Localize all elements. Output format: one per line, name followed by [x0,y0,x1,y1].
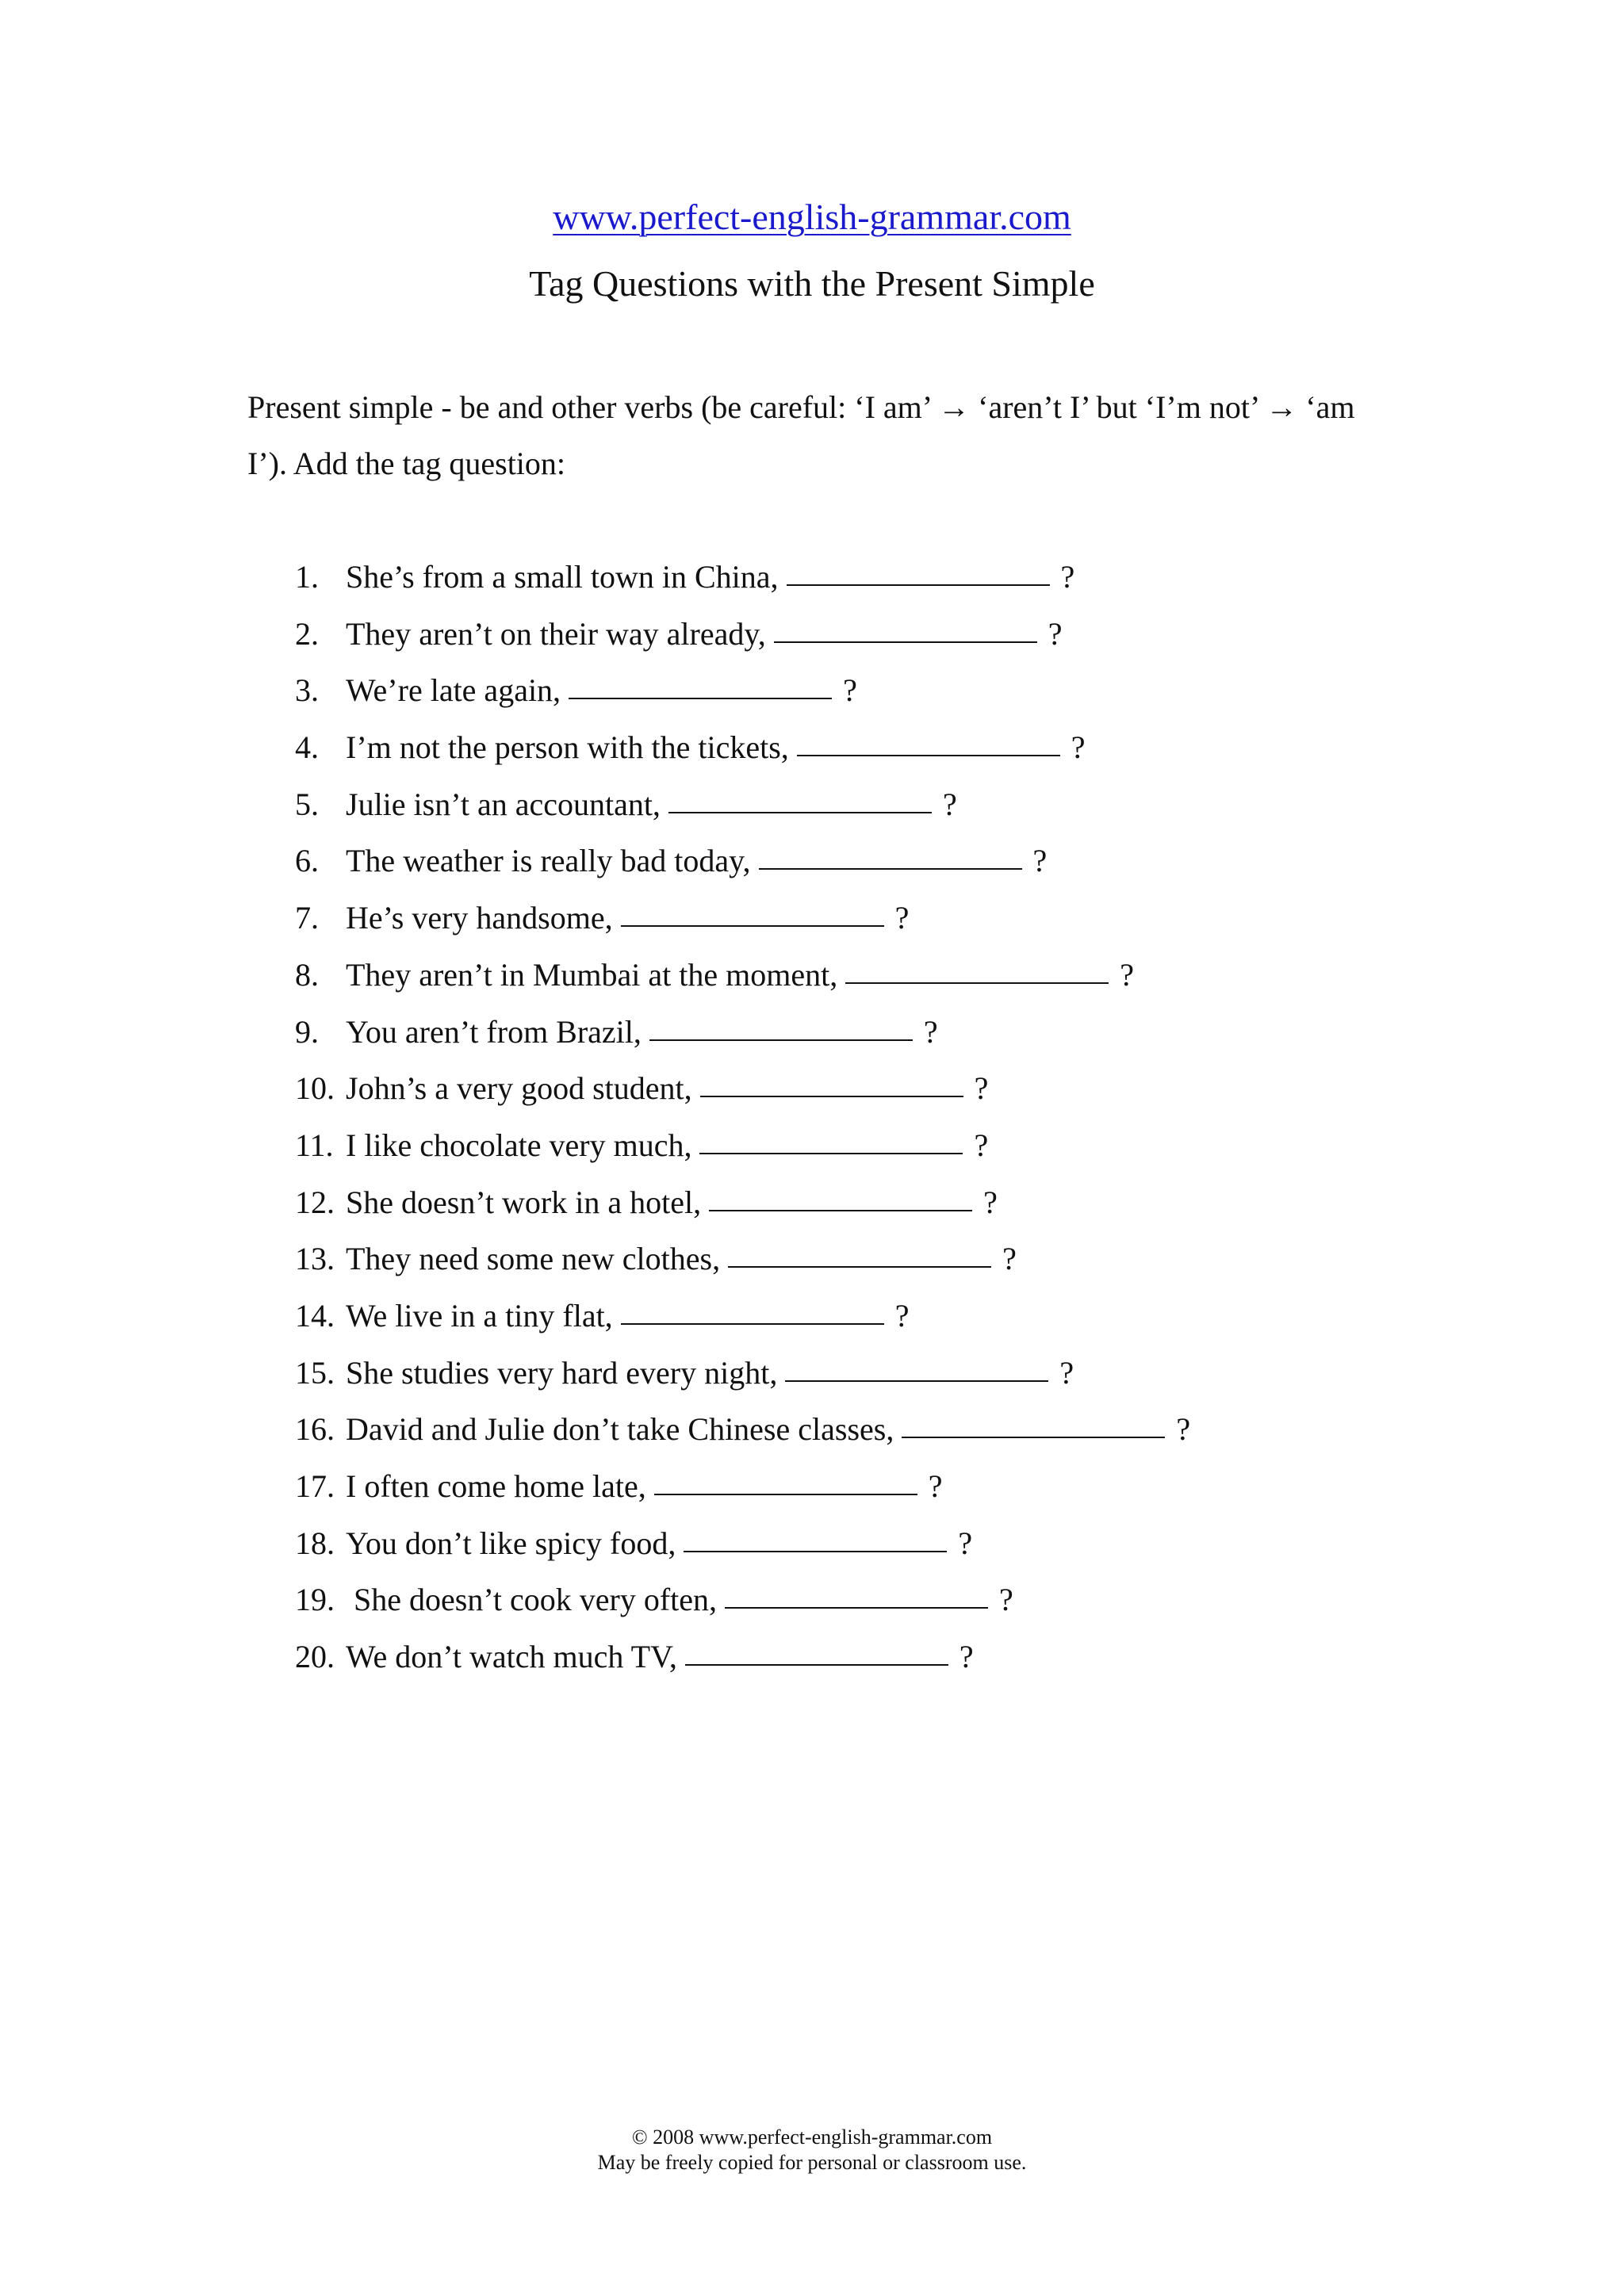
question-mark: ? [1060,559,1075,595]
exercise-item [295,832,1190,890]
question-mark: ? [894,900,910,936]
question-mark: ? [843,672,857,709]
answer-blank[interactable] [774,614,1037,643]
exercise-item [295,719,1190,776]
exercise-item [295,606,1190,663]
exercise-item [295,662,1190,719]
item-sentence: Julie isn’t an accountant, [346,786,661,822]
item-number: 7. [295,900,319,936]
question-mark: ? [942,786,957,822]
answer-blank[interactable] [649,1012,913,1041]
exercise-item [295,1345,1190,1402]
answer-blank[interactable] [668,785,932,813]
answer-blank[interactable] [709,1183,972,1211]
question-mark: ? [958,1525,973,1561]
item-number: 11. [295,1127,334,1163]
item-sentence: I like chocolate very much, [346,1127,692,1163]
item-number: 18. [295,1525,335,1561]
answer-blank[interactable] [684,1524,947,1552]
exercise-item [295,1288,1190,1345]
answer-blank[interactable] [654,1467,917,1495]
copyright-notice: © 2008 www.perfect-english-grammar.com [631,2126,993,2149]
item-number: 19. [295,1582,335,1618]
question-mark: ? [974,1070,989,1107]
site-link[interactable]: www.perfect-english-grammar.com [553,197,1071,237]
answer-blank[interactable] [785,1353,1048,1382]
answer-blank[interactable] [685,1637,948,1666]
answer-blank[interactable] [797,728,1060,756]
question-mark: ? [928,1468,943,1504]
page-footer [0,2125,1624,2175]
question-mark: ? [1176,1411,1191,1448]
exercise-item [295,947,1190,1004]
question-mark: ? [983,1184,998,1220]
exercise-item [295,549,1190,606]
instructions-text: Present simple - be and other verbs (be careful: ‘I am’ → ‘aren’t I’ but ‘I’m not’ → ‘am I’). Add the tag question: [247,389,1355,481]
question-mark: ? [894,1297,910,1334]
item-sentence: She studies very hard every night, [346,1354,778,1391]
item-number: 1. [295,559,319,595]
question-mark: ? [974,1127,989,1163]
item-number: 8. [295,956,319,993]
question-mark: ? [1002,1241,1017,1277]
question-mark: ? [1071,729,1086,766]
exercise-item [295,1004,1190,1061]
item-number: 9. [295,1013,319,1050]
item-number: 12. [295,1184,335,1220]
question-mark: ? [1048,615,1063,652]
item-sentence: We’re late again, [346,672,561,709]
item-number: 6. [295,843,319,879]
item-sentence: We don’t watch much TV, [346,1639,677,1675]
item-sentence: They need some new clothes, [346,1241,721,1277]
usage-notice: May be freely copied for personal or classroom use. [597,2151,1027,2174]
item-sentence: They aren’t on their way already, [346,615,766,652]
item-number: 13. [295,1241,335,1277]
item-number: 20. [295,1639,335,1675]
item-number: 5. [295,786,319,822]
item-sentence: She’s from a small town in China, [346,559,779,595]
item-number: 17. [295,1468,335,1504]
answer-blank[interactable] [787,557,1050,586]
item-sentence: I’m not the person with the tickets, [346,729,789,766]
question-mark: ? [1120,956,1134,993]
item-sentence: You aren’t from Brazil, [346,1013,642,1050]
exercise-item [295,1401,1190,1458]
item-sentence: David and Julie don’t take Chinese classes, [346,1411,894,1448]
item-number: 15. [295,1354,335,1391]
answer-blank[interactable] [759,841,1022,870]
answer-blank[interactable] [621,898,884,927]
exercise-list [295,549,1190,1686]
question-mark: ? [1032,843,1048,879]
item-number: 14. [295,1297,335,1334]
item-sentence: John’s a very good student, [346,1070,692,1107]
exercise-item [295,890,1190,947]
item-sentence: She doesn’t work in a hotel, [346,1184,702,1220]
exercise-item [295,776,1190,833]
exercise-item [295,1230,1190,1288]
question-mark: ? [999,1582,1013,1618]
answer-blank[interactable] [725,1580,988,1609]
question-mark: ? [1059,1354,1074,1391]
answer-blank[interactable] [700,1069,963,1097]
answer-blank[interactable] [621,1296,884,1325]
item-sentence: The weather is really bad today, [346,843,751,879]
item-number: 3. [295,672,319,709]
question-mark: ? [923,1013,938,1050]
item-number: 10. [295,1070,335,1107]
item-sentence: They aren’t in Mumbai at the moment, [346,956,838,993]
exercise-item [295,1571,1190,1628]
item-sentence: He’s very handsome, [346,900,613,936]
page-title: Tag Questions with the Present Simple [529,263,1095,304]
exercise-item [295,1060,1190,1117]
answer-blank[interactable] [728,1239,991,1268]
exercise-item [295,1117,1190,1174]
exercise-item [295,1628,1190,1686]
answer-blank[interactable] [845,955,1109,984]
answer-blank[interactable] [902,1410,1165,1438]
item-sentence: You don’t like spicy food, [346,1525,676,1561]
exercise-item [295,1515,1190,1572]
question-mark: ? [959,1639,974,1675]
item-number: 2. [295,615,319,652]
exercise-item [295,1458,1190,1515]
item-sentence: We live in a tiny flat, [346,1297,613,1334]
item-sentence: She doesn’t cook very often, [346,1582,718,1618]
item-number: 16. [295,1411,335,1448]
answer-blank[interactable] [699,1126,963,1154]
answer-blank[interactable] [569,671,832,699]
item-number: 4. [295,729,319,766]
item-sentence: I often come home late, [346,1468,646,1504]
exercise-item [295,1174,1190,1231]
